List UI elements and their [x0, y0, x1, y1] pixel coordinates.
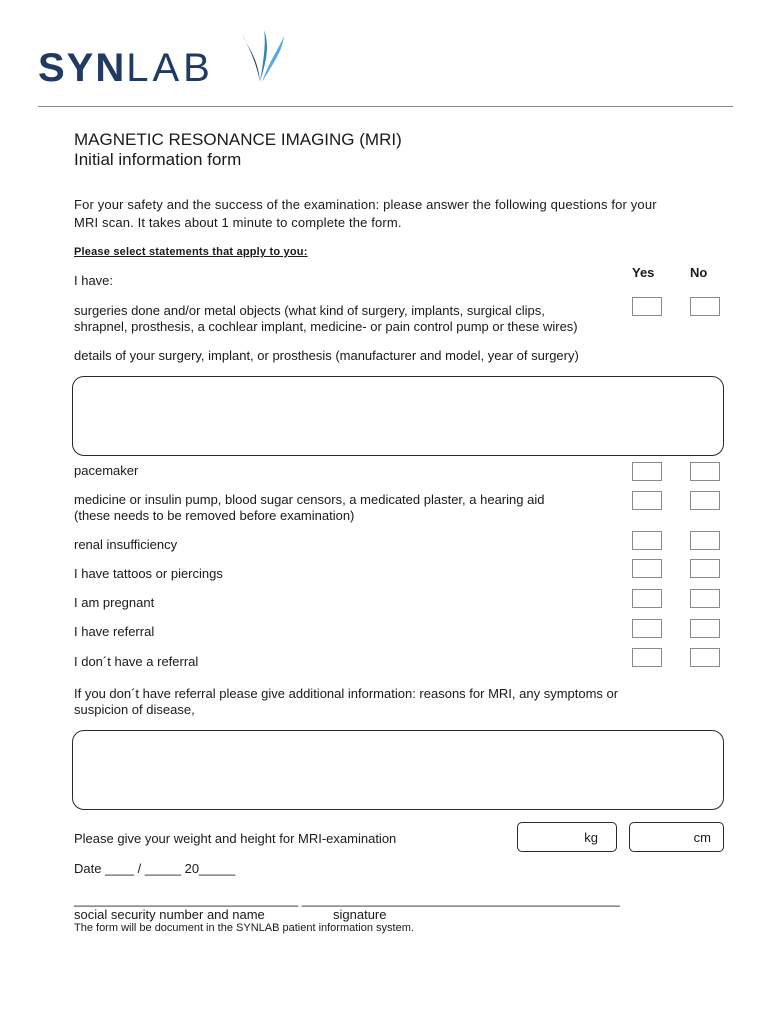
intro-text — [74, 196, 714, 232]
question-renal: renal insufficiency — [74, 537, 178, 552]
question-referral: I have referral — [74, 624, 155, 639]
surgeries-no-checkbox[interactable] — [690, 297, 720, 316]
header-divider — [38, 106, 733, 107]
no-referral-yes-checkbox[interactable] — [632, 648, 662, 667]
renal-yes-checkbox[interactable] — [632, 531, 662, 550]
tattoos-yes-checkbox[interactable] — [632, 559, 662, 578]
tattoos-no-checkbox[interactable] — [690, 559, 720, 578]
pacemaker-yes-checkbox[interactable] — [632, 462, 662, 481]
height-unit: cm — [693, 830, 711, 845]
select-instruction: Please select statements that apply to you: — [74, 246, 308, 258]
column-yes-header: Yes — [632, 265, 655, 280]
date-line: Date ____ / _____ 20_____ — [74, 861, 236, 876]
weight-input[interactable] — [517, 822, 617, 852]
question-pacemaker: pacemaker — [74, 463, 139, 478]
pacemaker-no-checkbox[interactable] — [690, 462, 720, 481]
question-surgeries-line-1: surgeries done and/or metal objects (what kind of surgery, implants, surgical clips, — [74, 303, 545, 318]
intro-line-1: For your safety and the success of the examination: please answer the following questions for your — [74, 197, 657, 212]
question-tattoos: I have tattoos or piercings — [74, 566, 223, 581]
height-input[interactable] — [629, 822, 724, 852]
referral-yes-checkbox[interactable] — [632, 619, 662, 638]
question-pump — [74, 492, 544, 524]
question-pump-line-1: medicine or insulin pump, blood sugar censors, a medicated plaster, a hearing aid — [74, 492, 545, 507]
footer-note: The form will be document in the SYNLAB patient information system. — [74, 922, 414, 934]
pump-no-checkbox[interactable] — [690, 491, 720, 510]
question-pregnant: I am pregnant — [74, 595, 155, 610]
weight-unit: kg — [584, 830, 598, 845]
no-referral-no-checkbox[interactable] — [690, 648, 720, 667]
logo-text-bold: SYN — [38, 46, 127, 90]
ssn-name-label: social security number and name — [74, 907, 265, 922]
renal-no-checkbox[interactable] — [690, 531, 720, 550]
logo-wordmark — [38, 48, 214, 88]
additional-info-textarea[interactable] — [72, 730, 724, 810]
pregnant-no-checkbox[interactable] — [690, 589, 720, 608]
signature-label: signature — [333, 907, 387, 922]
synlab-logo — [38, 28, 288, 88]
pregnant-yes-checkbox[interactable] — [632, 589, 662, 608]
question-surgeries — [74, 303, 578, 335]
column-no-header: No — [690, 265, 708, 280]
pump-yes-checkbox[interactable] — [632, 491, 662, 510]
referral-no-checkbox[interactable] — [690, 619, 720, 638]
signature-underline: _______________________________ ____________________________________________ — [74, 892, 620, 907]
i-have-label: I have: — [74, 273, 114, 288]
form-title: MAGNETIC RESONANCE IMAGING (MRI) — [74, 130, 402, 149]
weight-height-label: Please give your weight and height for MRI-examination — [74, 831, 397, 846]
question-no-referral: I don´t have a referral — [74, 654, 199, 669]
intro-line-2: MRI scan. It takes about 1 minute to complete the form. — [74, 215, 402, 230]
no-referral-info-line-1: If you don´t have referral please give additional information: reasons for MRI, any symptoms or — [74, 686, 619, 701]
surgery-details-textarea[interactable] — [72, 376, 724, 456]
logo-text-light: LAB — [126, 46, 214, 90]
question-surgeries-line-2: shrapnel, prosthesis, a cochlear implant, medicine- or pain control pump or these wires) — [74, 319, 578, 334]
form-subtitle: Initial information form — [74, 150, 242, 169]
surgeries-yes-checkbox[interactable] — [632, 297, 662, 316]
question-pump-line-2: (these needs to be removed before examination) — [74, 508, 355, 523]
details-label: details of your surgery, implant, or prosthesis (manufacturer and model, year of surgery) — [74, 348, 579, 363]
no-referral-info-line-2: suspicion of disease, — [74, 702, 195, 717]
logo-mark-icon — [240, 28, 286, 84]
no-referral-info-label — [74, 686, 618, 718]
